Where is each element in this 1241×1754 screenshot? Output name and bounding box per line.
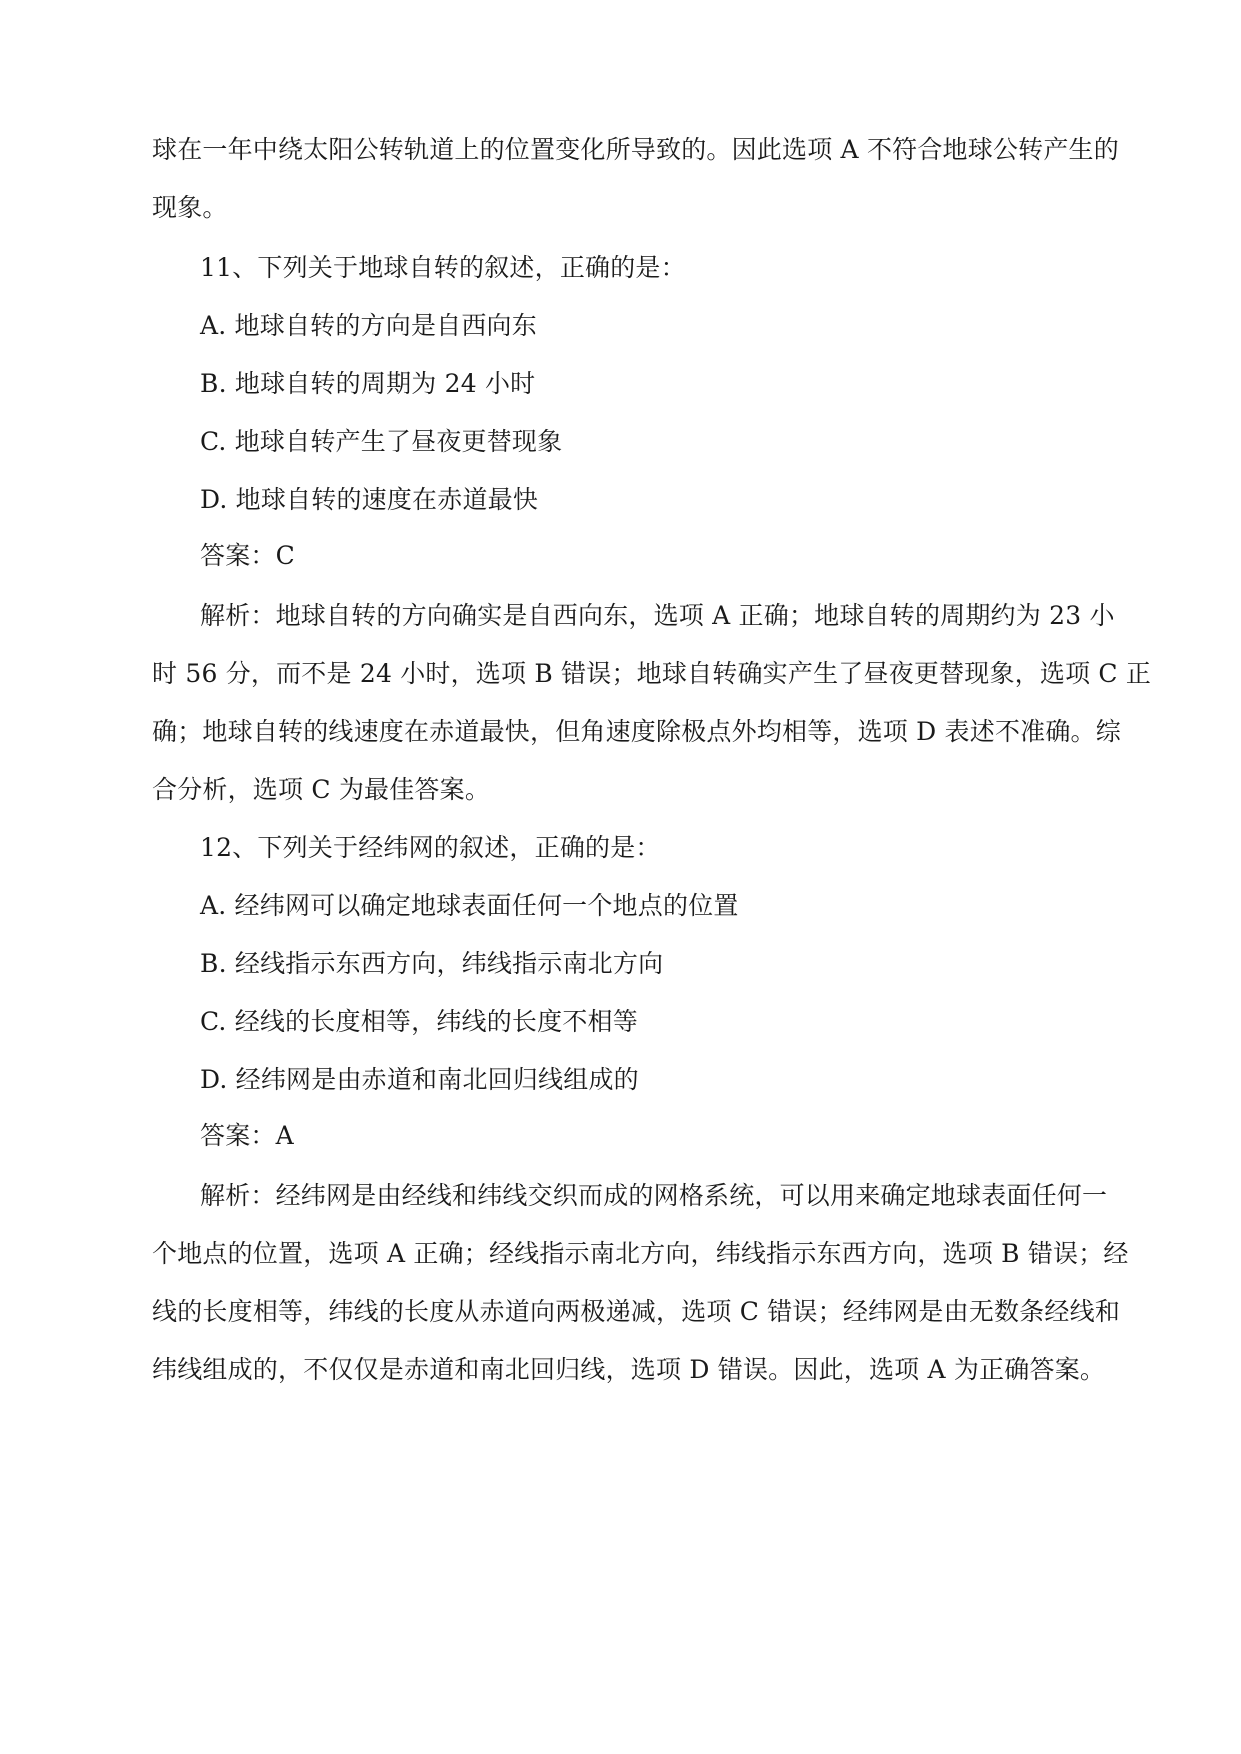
question-12-stem: 12、下列关于经纬网的叙述，正确的是： bbox=[200, 833, 661, 862]
question-11-analysis-line-3: 确；地球自转的线速度在赤道最快，但角速度除极点外均相等，选项 D 表述不准确。综 bbox=[152, 717, 1121, 746]
question-11-option-b: B. 地球自转的周期为 24 小时 bbox=[200, 369, 536, 398]
question-11-option-d: D. 地球自转的速度在赤道最快 bbox=[200, 485, 539, 514]
question-11-stem: 11、下列关于地球自转的叙述，正确的是： bbox=[200, 253, 686, 282]
question-12-analysis-line-4: 纬线组成的，不仅仅是赤道和南北回归线，选项 D 错误。因此，选项 A 为正确答案。 bbox=[152, 1355, 1106, 1384]
question-12-option-a: A. 经纬网可以确定地球表面任何一个地点的位置 bbox=[200, 891, 739, 920]
question-12-analysis-line-3: 线的长度相等，纬线的长度从赤道向两极递减，选项 C 错误；经纬网是由无数条经线和 bbox=[152, 1297, 1121, 1326]
question-11-option-a: A. 地球自转的方向是自西向东 bbox=[200, 311, 537, 340]
question-12-analysis-line-1: 解析：经纬网是由经线和纬线交织而成的网格系统，可以用来确定地球表面任何一 bbox=[200, 1181, 1108, 1210]
continuation-line-2: 现象。 bbox=[152, 193, 228, 222]
question-11-analysis-line-2: 时 56 分，而不是 24 小时，选项 B 错误；地球自转确实产生了昼夜更替现象，选项 C 正 bbox=[152, 659, 1152, 688]
continuation-line-1: 球在一年中绕太阳公转轨道上的位置变化所导致的。因此选项 A 不符合地球公转产生的 bbox=[152, 135, 1119, 164]
question-11-option-c: C. 地球自转产生了昼夜更替现象 bbox=[200, 427, 563, 456]
question-12-analysis-line-2: 个地点的位置，选项 A 正确；经线指示南北方向，纬线指示东西方向，选项 B 错误；经 bbox=[152, 1239, 1129, 1268]
question-12-option-c: C. 经线的长度相等，纬线的长度不相等 bbox=[200, 1007, 638, 1036]
question-12-option-b: B. 经线指示东西方向，纬线指示南北方向 bbox=[200, 949, 664, 978]
question-11-analysis-line-1: 解析：地球自转的方向确实是自西向东，选项 A 正确；地球自转的周期约为 23 小 bbox=[200, 601, 1115, 630]
question-12-option-d: D. 经纬网是由赤道和南北回归线组成的 bbox=[200, 1065, 639, 1094]
question-11-answer: 答案：C bbox=[200, 541, 295, 570]
question-12-answer: 答案：A bbox=[200, 1121, 294, 1150]
question-11-analysis-line-4: 合分析，选项 C 为最佳答案。 bbox=[152, 775, 491, 804]
